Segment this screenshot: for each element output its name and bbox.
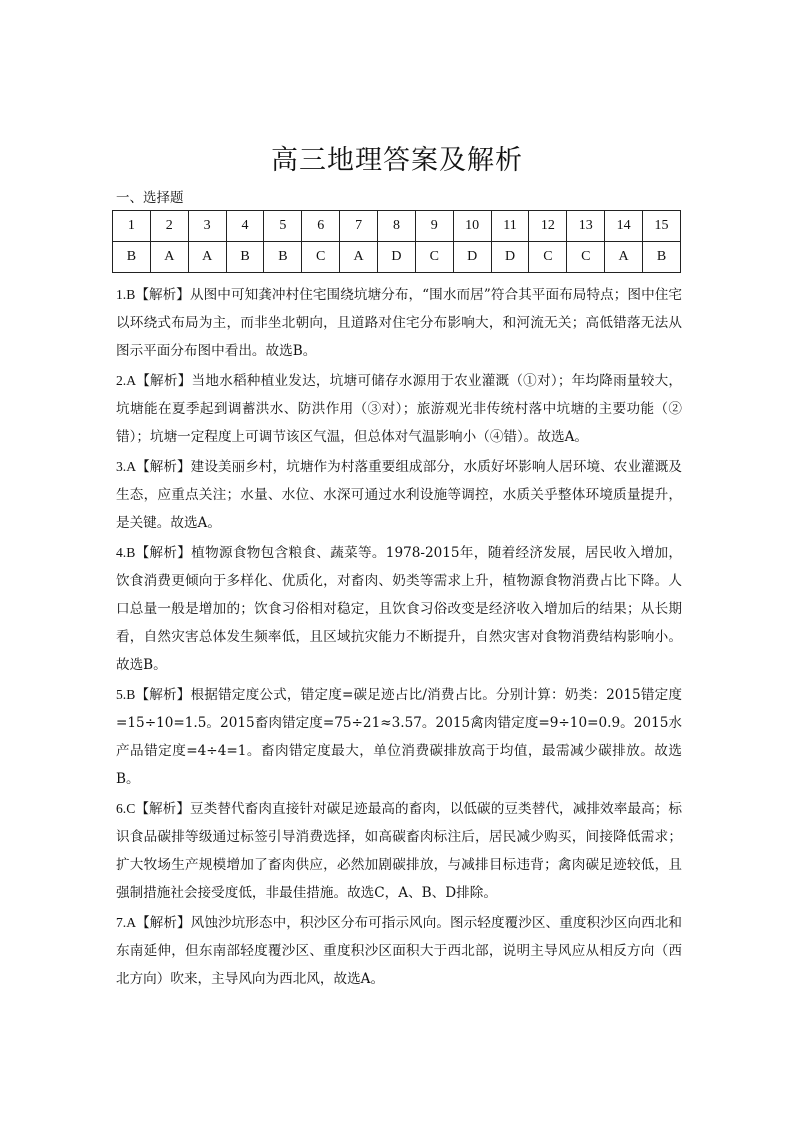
explanation-item (116, 795, 682, 907)
answer-cell: C (567, 242, 605, 273)
answer-cell: D (491, 242, 529, 273)
question-number-row (113, 211, 681, 242)
explanations (116, 281, 682, 995)
explanation-text: 【解析】从图中可知龚冲村住宅围绕坑塘分布，“围水而居”符合其平面布局特点；图中住宅以环绕式布局为主，而非坐北朝向，且道路对住宅分布影响大，和河流无关；高低错落无法从图示平面分布图中看出。故选B。 (116, 287, 682, 359)
answer-cell: D (453, 242, 491, 273)
question-number: 15 (643, 211, 681, 242)
explanation-label: 4.B (116, 545, 136, 560)
explanation-label: 5.B (116, 687, 136, 702)
explanation-item (116, 909, 682, 993)
question-number: 4 (226, 211, 264, 242)
question-number: 6 (302, 211, 340, 242)
question-number: 10 (453, 211, 491, 242)
explanation-label: 1.B (116, 287, 136, 302)
question-number: 2 (150, 211, 188, 242)
explanation-text: 【解析】豆类替代畜肉直接针对碳足迹最高的畜肉，以低碳的豆类替代，减排效率最高；标识食品碳排等级通过标签引导消费选择，如高碳畜肉标注后，居民减少购买，间接降低需求；扩大牧场生产规模增加了畜肉供应，必然加剧碳排放，与减排目标违背；禽肉碳足迹较低，且强制措施社会接受度低，非最佳措施。故选C，A、B、D排除。 (116, 801, 682, 901)
question-number: 7 (340, 211, 378, 242)
answer-cell: A (605, 242, 643, 273)
answer-row (113, 242, 681, 273)
question-number: 5 (264, 211, 302, 242)
explanation-text: 【解析】当地水稻种植业发达，坑塘可储存水源用于农业灌溉（①对）；年均降雨量较大，坑塘能在夏季起到调蓄洪水、防洪作用（③对）；旅游观光非传统村落中坑塘的主要功能（②错）；坑塘一定程度上可调节该区气温，但总体对气温影响小（④错）。故选A。 (116, 373, 682, 445)
question-number: 13 (567, 211, 605, 242)
answer-cell: B (226, 242, 264, 273)
answer-cell: A (188, 242, 226, 273)
explanation-label: 2.A (116, 373, 137, 388)
answer-cell: B (113, 242, 151, 273)
question-number: 11 (491, 211, 529, 242)
explanation-label: 6.C (116, 801, 136, 816)
answer-cell: C (529, 242, 567, 273)
page-title: 高三地理答案及解析 (271, 145, 523, 176)
explanation-text: 【解析】建设美丽乡村，坑塘作为村落重要组成部分，水质好坏影响人居环境、农业灌溉及生态，应重点关注；水量、水位、水深可通过水利设施等调控，水质关乎整体环境质量提升，是关键。故选A。 (116, 459, 682, 531)
answer-cell: B (643, 242, 681, 273)
question-number: 12 (529, 211, 567, 242)
answer-cell: A (340, 242, 378, 273)
explanation-item (116, 367, 682, 451)
question-number: 8 (378, 211, 416, 242)
answer-cell: C (302, 242, 340, 273)
explanation-item (116, 539, 682, 679)
answer-table (112, 210, 681, 273)
answer-cell: B (264, 242, 302, 273)
answer-cell: D (378, 242, 416, 273)
question-number: 1 (113, 211, 151, 242)
question-number: 9 (415, 211, 453, 242)
explanation-item (116, 453, 682, 537)
explanation-label: 3.A (116, 459, 137, 474)
explanation-text: 【解析】植物源食物包含粮食、蔬菜等。1978-2015年，随着经济发展，居民收入增加，饮食消费更倾向于多样化、优质化，对畜肉、奶类等需求上升，植物源食物消费占比下降。人口总量一般是增加的；饮食习俗相对稳定，且饮食习俗改变是经济收入增加后的结果；从长期看，自然灾害总体发生频率低，且区域抗灾能力不断提升，自然灾害对食物消费结构影响小。故选B。 (116, 545, 682, 673)
section-label: 一、选择题 (116, 190, 184, 206)
answer-cell: A (150, 242, 188, 273)
explanation-item (116, 281, 682, 365)
explanation-item (116, 681, 682, 793)
explanation-text: 【解析】风蚀沙坑形态中，积沙区分布可指示风向。图示轻度覆沙区、重度积沙区向西北和东南延伸，但东南部轻度覆沙区、重度积沙区面积大于西北部，说明主导风应从相反方向（西北方向）吹来，主导风向为西北风，故选A。 (116, 915, 682, 987)
answer-cell: C (415, 242, 453, 273)
question-number: 3 (188, 211, 226, 242)
question-number: 14 (605, 211, 643, 242)
explanation-label: 7.A (116, 915, 137, 930)
explanation-text: 【解析】根据错定度公式，错定度=碳足迹占比/消费占比。分别计算：奶类：2015错定度=15÷10=1.5。2015畜肉错定度=75÷21≈3.57。2015禽肉错定度=9÷10=0.9。2015水产品错定度=4÷4=1。畜肉错定度最大，单位消费碳排放高于均值，最需减少碳排放。故选B。 (116, 687, 682, 787)
